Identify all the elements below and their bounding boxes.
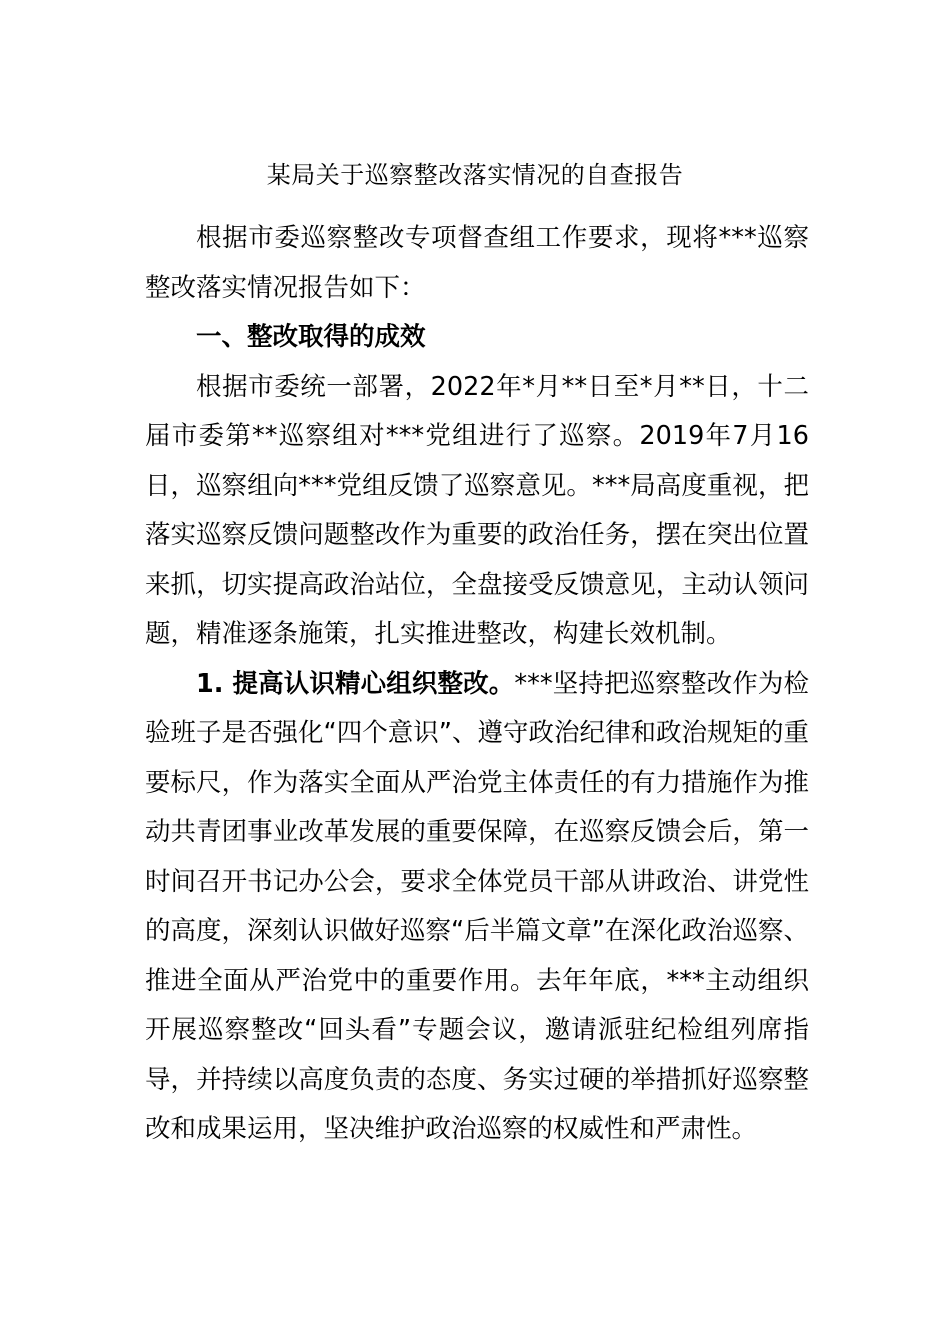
section-heading: 一、整改取得的成效 xyxy=(196,322,426,352)
section-paragraph: 根据市委统一部署，2022年*月**日至*月**日，十二届市委第**巡察组对***党组进行了巡察。2019年7月16日，巡察组向***党组反馈了巡察意见。***局高度重视，把落实巡察反馈问题整改作为重要的政治任务，摆在突出位置来抓，切实提高政治站位，全盘接受反馈意见，主动认领问题，精准逐条施策，扎实推进整改，构建长效机制。 xyxy=(145,371,809,649)
document-body xyxy=(145,214,809,1155)
item-text: ***坚持把巡察整改作为检验班子是否强化“四个意识”、遵守政治纪律和政治规矩的重要标尺，作为落实全面从严治党主体责任的有力措施作为推动共青团事业改革发展的重要保障，在巡察反馈会后，第一时间召开书记办公会，要求全体党员干部从讲政治、讲党性的高度，深刻认识做好巡察“后半篇文章”在深化政治巡察、推进全面从严治党中的重要作用。去年年底，***主动组织开展巡察整改“回头看”专题会议，邀请派驻纪检组列席指导，并持续以高度负责的态度、务实过硬的举措抓好巡察整改和成果运用，坚决维护政治巡察的权威性和严肃性。 xyxy=(145,668,809,1144)
item-lead: 1. 提高认识精心组织整改。 xyxy=(196,668,515,699)
document-title: 某局关于巡察整改落实情况的自查报告 xyxy=(266,161,684,189)
item-paragraph xyxy=(145,660,809,1155)
intro-paragraph: 根据市委巡察整改专项督查组工作要求，现将***巡察整改落实情况报告如下： xyxy=(145,223,809,303)
